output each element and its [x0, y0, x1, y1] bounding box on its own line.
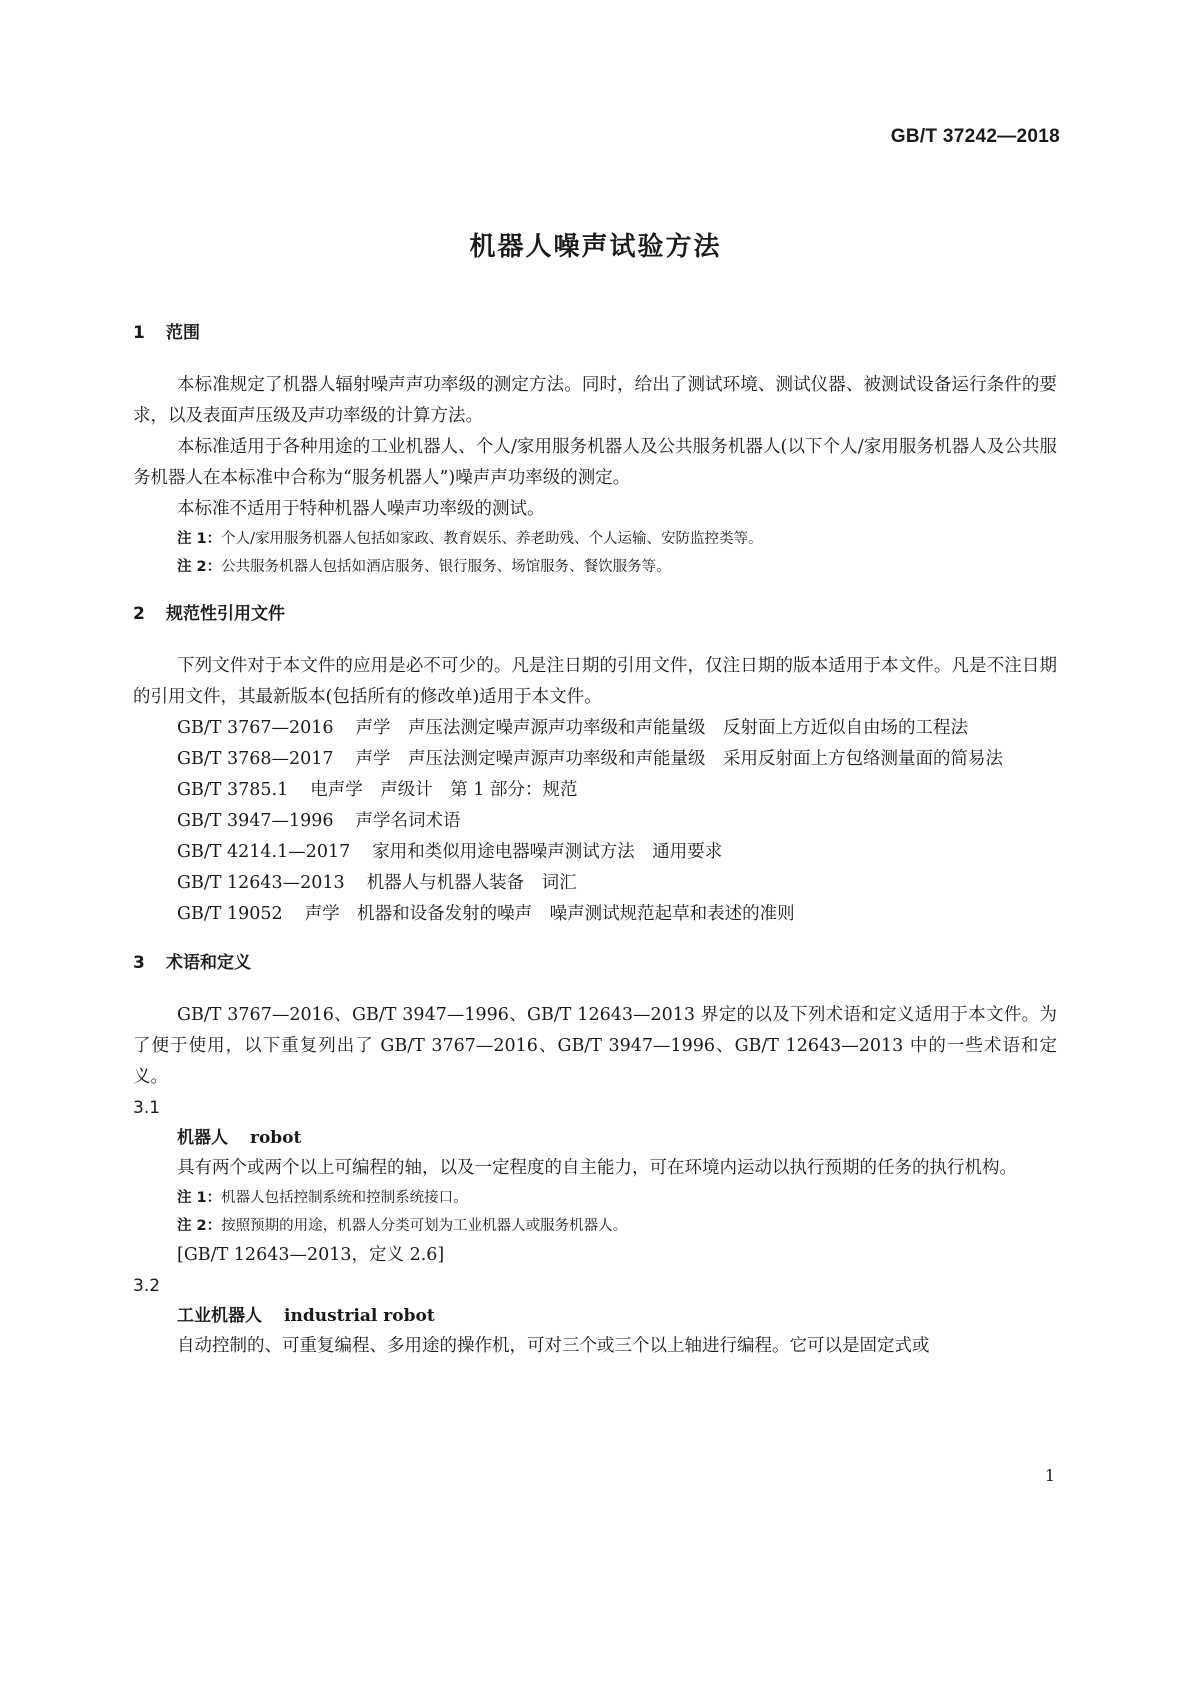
term-definition: 自动控制的、可重复编程、多用途的操作机，可对三个或三个以上轴进行编程。它可以是固定式或 — [177, 1336, 930, 1356]
term-number: 3.2 — [133, 1276, 161, 1296]
section-heading-terms-definitions — [133, 950, 1057, 976]
reference-code: GB/T 3767—2016 — [177, 718, 334, 738]
reference-title: 机器人与机器人装备 词汇 — [366, 873, 577, 893]
reference-code: GB/T 3947—1996 — [177, 811, 334, 831]
section-number: 1 — [133, 323, 145, 343]
paragraph: GB/T 3767—2016、GB/T 3947—1996、GB/T 12643—2013 界定的以及下列术语和定义适用于本文件。为了便于使用，以下重复列出了 GB/T 3767—2016、GB/T 3947—1996、GB/T 12643—2013 中的一些术语和定义。 — [133, 1005, 1057, 1087]
reference-item — [133, 806, 1057, 837]
reference-item — [133, 868, 1057, 899]
reference-title: 声学 声压法测定噪声源声功率级和声能量级 反射面上方近似自由场的工程法 — [355, 718, 969, 738]
term-name-en: industrial robot — [284, 1306, 435, 1326]
reference-code: GB/T 12643—2013 — [177, 873, 345, 893]
note — [133, 1212, 1057, 1240]
term-name-zh: 机器人 — [177, 1128, 228, 1148]
section-title: 规范性引用文件 — [166, 604, 285, 624]
note-text: 个人/家用服务机器人包括如家政、教育娱乐、养老助残、个人运输、安防监控类等。 — [221, 531, 763, 547]
term-definition: 具有两个或两个以上可编程的轴，以及一定程度的自主能力，可在环境内运动以执行预期的任务的执行机构。 — [177, 1158, 1017, 1178]
reference-code: GB/T 3768—2017 — [177, 749, 334, 769]
standard-code: GB/T 37242—2018 — [890, 126, 1060, 147]
reference-item — [133, 713, 1057, 744]
document-body — [133, 320, 1057, 1362]
note — [133, 525, 1057, 553]
reference-title: 家用和类似用途电器噪声测试方法 通用要求 — [372, 842, 723, 862]
section-number: 3 — [133, 953, 145, 973]
reference-item — [133, 744, 1057, 775]
page-number: 1 — [1044, 1466, 1055, 1485]
term-name-en: robot — [250, 1128, 302, 1148]
note — [133, 553, 1057, 581]
term-name — [133, 1123, 1057, 1153]
note-label: 注 1： — [177, 1190, 222, 1206]
term-source: [GB/T 12643—2013，定义 2.6] — [177, 1245, 445, 1265]
section-number: 2 — [133, 604, 145, 624]
reference-title: 声学 机器和设备发射的噪声 噪声测试规范起草和表述的准则 — [304, 904, 795, 924]
note-text: 公共服务机器人包括如酒店服务、银行服务、场馆服务、餐饮服务等。 — [221, 559, 671, 575]
section-heading-normative-references — [133, 601, 1057, 627]
reference-code: GB/T 19052 — [177, 904, 283, 924]
paragraph: 本标准规定了机器人辐射噪声声功率级的测定方法。同时，给出了测试环境、测试仪器、被测试设备运行条件的要求，以及表面声压级及声功率级的计算方法。 — [133, 375, 1057, 426]
reference-item — [133, 837, 1057, 868]
section-title: 术语和定义 — [166, 953, 251, 973]
reference-code: GB/T 4214.1—2017 — [177, 842, 351, 862]
section-title: 范围 — [166, 323, 200, 343]
reference-title: 声学 声压法测定噪声源声功率级和声能量级 采用反射面上方包络测量面的简易法 — [355, 749, 1004, 769]
paragraph: 下列文件对于本文件的应用是必不可少的。凡是注日期的引用文件，仅注日期的版本适用于本文件。凡是不注日期的引用文件，其最新版本(包括所有的修改单)适用于本文件。 — [133, 656, 1057, 707]
reference-list — [133, 713, 1057, 930]
reference-title: 电声学 声级计 第 1 部分：规范 — [310, 780, 578, 800]
note-label: 注 2： — [177, 559, 222, 575]
reference-code: GB/T 3785.1 — [177, 780, 289, 800]
note-label: 注 1： — [177, 531, 222, 547]
reference-item — [133, 775, 1057, 806]
reference-item — [133, 899, 1057, 930]
note — [133, 1184, 1057, 1212]
reference-title: 声学名词术语 — [355, 811, 461, 831]
section-heading-scope — [133, 320, 1057, 346]
note-text: 机器人包括控制系统和控制系统接口。 — [221, 1190, 468, 1206]
note-text: 按照预期的用途，机器人分类可划为工业机器人或服务机器人。 — [221, 1218, 628, 1234]
document-title: 机器人噪声试验方法 — [469, 232, 722, 262]
note-label: 注 2： — [177, 1218, 222, 1234]
term-name-zh: 工业机器人 — [177, 1306, 262, 1326]
term-number: 3.1 — [133, 1098, 161, 1118]
paragraph: 本标准不适用于特种机器人噪声功率级的测试。 — [177, 499, 545, 519]
paragraph: 本标准适用于各种用途的工业机器人、个人/家用服务机器人及公共服务机器人(以下个人/家用服务机器人及公共服务机器人在本标准中合称为“服务机器人”)噪声声功率级的测定。 — [133, 437, 1057, 488]
term-name — [133, 1301, 1057, 1331]
